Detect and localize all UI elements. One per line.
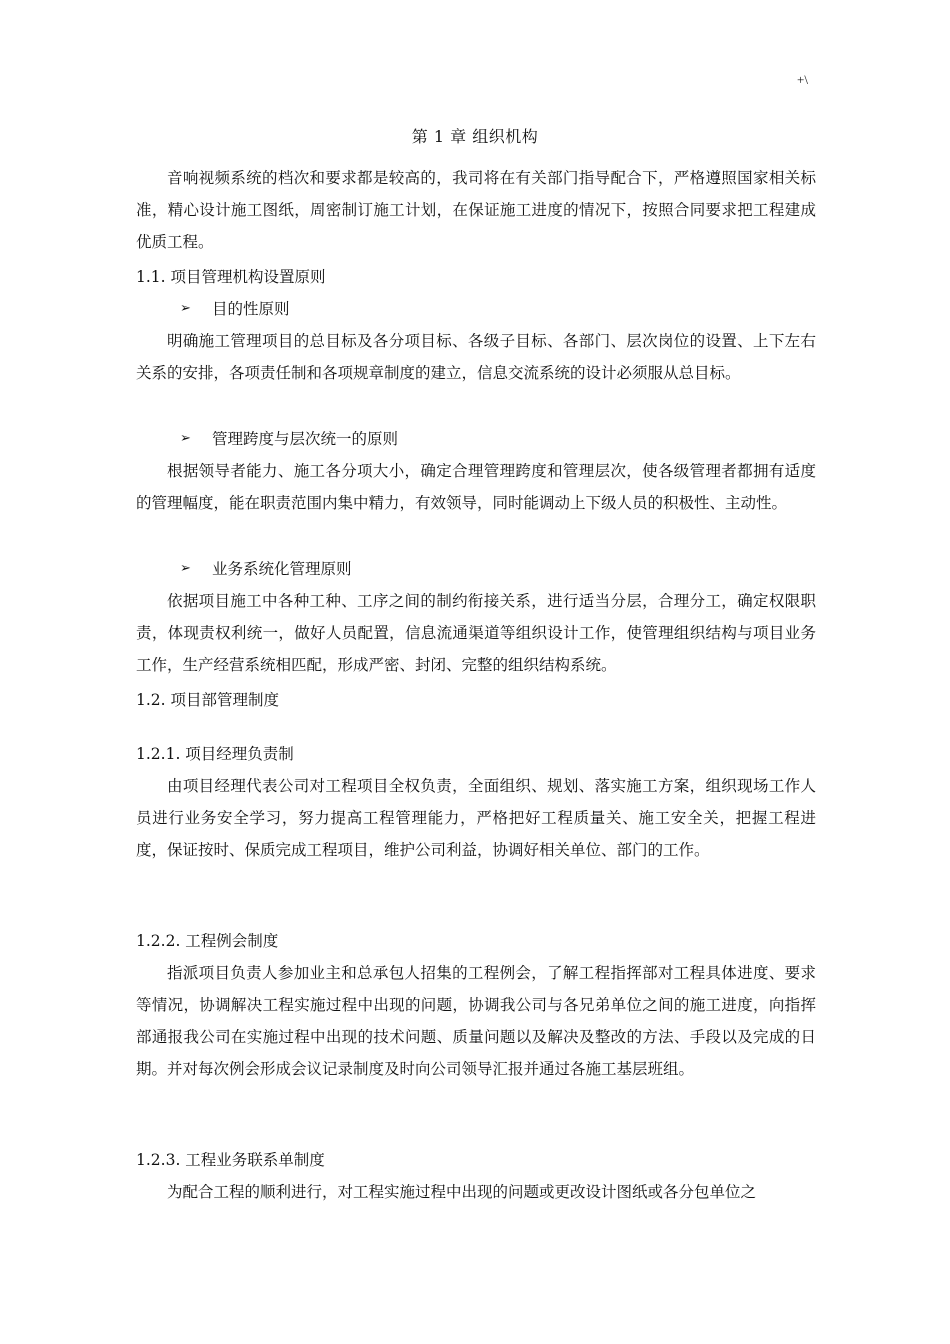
section-heading-1-2: 1.2. 项目部管理制度 bbox=[136, 691, 280, 709]
bullet-paragraph: 依据项目施工中各种工种、工序之间的制约衔接关系，进行适当分层，合理分工，确定权限职责，体现责权利统一，做好人员配置，信息流通渠道等组织设计工作，使管理组织结构与项目业务工作，生产经营系统相匹配，形成严密、封闭、完整的组织结构系统。 bbox=[136, 592, 816, 674]
bullet-title: 业务系统化管理原则 bbox=[212, 560, 352, 578]
bullet-item bbox=[180, 293, 290, 325]
subsection-heading-1-2-3: 1.2.3. 工程业务联系单制度 bbox=[136, 1151, 325, 1169]
bullet-paragraph: 明确施工管理项目的总目标及各分项目标、各级子目标、各部门、层次岗位的设置、上下左右关系的安排，各项责任制和各项规章制度的建立，信息交流系统的设计必须服从总目标。 bbox=[136, 332, 816, 382]
subsection-heading-1-2-2: 1.2.2. 工程例会制度 bbox=[136, 932, 279, 950]
bullet-item bbox=[180, 423, 398, 455]
intro-paragraph: 音响视频系统的档次和要求都是较高的，我司将在有关部门指导配合下，严格遵照国家相关标准，精心设计施工图纸，周密制订施工计划，在保证施工进度的情况下，按照合同要求把工程建成优质工程。 bbox=[136, 169, 816, 251]
bullet-title: 目的性原则 bbox=[212, 300, 290, 318]
arrow-bullet-icon: ➢ bbox=[180, 561, 191, 576]
subsection-paragraph: 由项目经理代表公司对工程项目全权负责，全面组织、规划、落实施工方案，组织现场工作人员进行业务安全学习，努力提高工程管理能力，严格把好工程质量关、施工安全关，把握工程进度，保证按时、保质完成工程项目，维护公司利益，协调好相关单位、部门的工作。 bbox=[136, 777, 816, 859]
bullet-title: 管理跨度与层次统一的原则 bbox=[212, 430, 399, 448]
section-heading-1-1: 1.1. 项目管理机构设置原则 bbox=[136, 268, 326, 286]
bullet-paragraph: 根据领导者能力、施工各分项大小，确定合理管理跨度和管理层次，使各级管理者都拥有适度的管理幅度，能在职责范围内集中精力，有效领导，同时能调动上下级人员的积极性、主动性。 bbox=[136, 462, 816, 512]
subsection-paragraph: 指派项目负责人参加业主和总承包人招集的工程例会，了解工程指挥部对工程具体进度、要求等情况，协调解决工程实施过程中出现的问题，协调我公司与各兄弟单位之间的施工进度，向指挥部通报我公司在实施过程中出现的技术问题、质量问题以及解决及整改的方法、手段以及完成的日期。并对每次例会形成会议记录制度及时向公司领导汇报并通过各施工基层班组。 bbox=[136, 964, 816, 1078]
corner-mark: +\ bbox=[797, 72, 808, 87]
arrow-bullet-icon: ➢ bbox=[180, 301, 191, 316]
arrow-bullet-icon: ➢ bbox=[180, 431, 191, 446]
chapter-title: 第 1 章 组织机构 bbox=[411, 127, 539, 146]
bullet-item bbox=[180, 553, 352, 585]
subsection-paragraph: 为配合工程的顺利进行，对工程实施过程中出现的问题或更改设计图纸或各分包单位之 bbox=[167, 1183, 757, 1201]
subsection-heading-1-2-1: 1.2.1. 项目经理负责制 bbox=[136, 745, 294, 763]
